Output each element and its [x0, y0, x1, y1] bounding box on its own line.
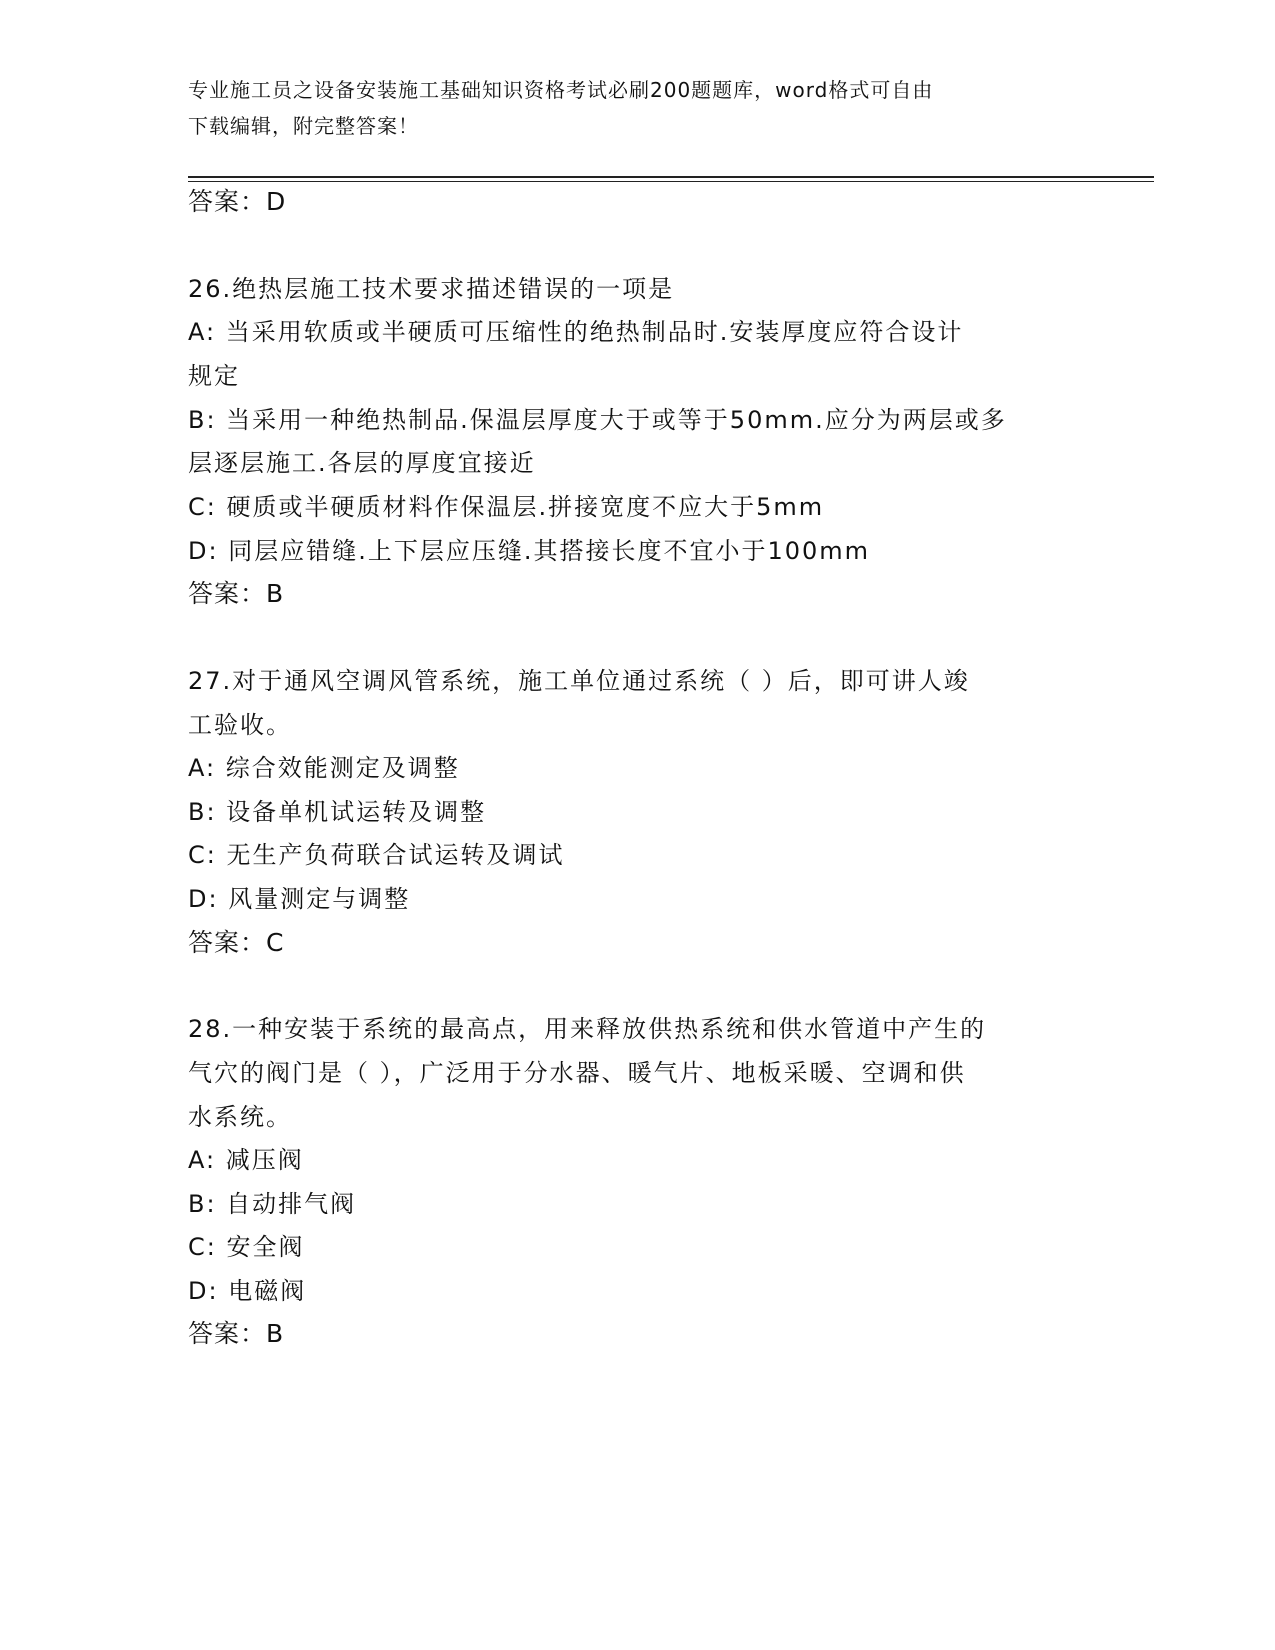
question-26-option-b-line2: 层逐层施工.各层的厚度宜接近: [188, 449, 536, 477]
question-27-option-b: B: 设备单机试运转及调整: [188, 798, 487, 826]
question-28-answer: 答案：B: [188, 1319, 285, 1348]
previous-answer: 答案：D: [188, 187, 287, 216]
question-26-option-c: C: 硬质或半硬质材料作保温层.拼接宽度不应大于5mm: [188, 493, 825, 521]
question-27-answer: 答案：C: [188, 928, 285, 957]
header-rule: [188, 176, 1154, 178]
question-26-option-a-line1: A: 当采用软质或半硬质可压缩性的绝热制品时.安装厚度应符合设计: [188, 318, 964, 346]
question-27-option-c: C: 无生产负荷联合试运转及调试: [188, 841, 565, 869]
question-26-stem: 26.绝热层施工技术要求描述错误的一项是: [188, 275, 675, 303]
question-28-stem-line3: 水系统。: [188, 1103, 292, 1131]
question-27-option-d: D: 风量测定与调整: [188, 885, 411, 913]
question-27-stem-line1: 27.对于通风空调风管系统，施工单位通过系统（ ）后，即可讲人竣: [188, 667, 970, 695]
question-28-option-b: B: 自动排气阀: [188, 1190, 357, 1218]
question-26-option-b-line1: B: 当采用一种绝热制品.保温层厚度大于或等于50mm.应分为两层或多: [188, 406, 1007, 434]
header-line-1: 专业施工员之设备安装施工基础知识资格考试必刷200题题库，word格式可自由: [188, 78, 934, 102]
question-26-answer: 答案：B: [188, 579, 285, 608]
question-28-option-c: C: 安全阀: [188, 1233, 305, 1261]
question-28-option-a: A: 减压阀: [188, 1146, 304, 1174]
question-27-stem-line2: 工验收。: [188, 711, 292, 739]
question-28-stem-line2: 气穴的阀门是（ ），广泛用于分水器、暖气片、地板采暖、空调和供: [188, 1059, 966, 1087]
question-26-option-d: D: 同层应错缝.上下层应压缝.其搭接长度不宜小于100mm: [188, 537, 871, 565]
question-26-option-a-line2: 规定: [188, 362, 240, 390]
document-header: [188, 72, 1088, 144]
question-28-option-d: D: 电磁阀: [188, 1277, 307, 1305]
header-line-2: 下载编辑，附完整答案！: [188, 114, 419, 138]
question-27-option-a: A: 综合效能测定及调整: [188, 754, 460, 782]
question-28-stem-line1: 28.一种安装于系统的最高点，用来释放供热系统和供水管道中产生的: [188, 1015, 987, 1043]
header-rule-thin: [188, 181, 1154, 182]
